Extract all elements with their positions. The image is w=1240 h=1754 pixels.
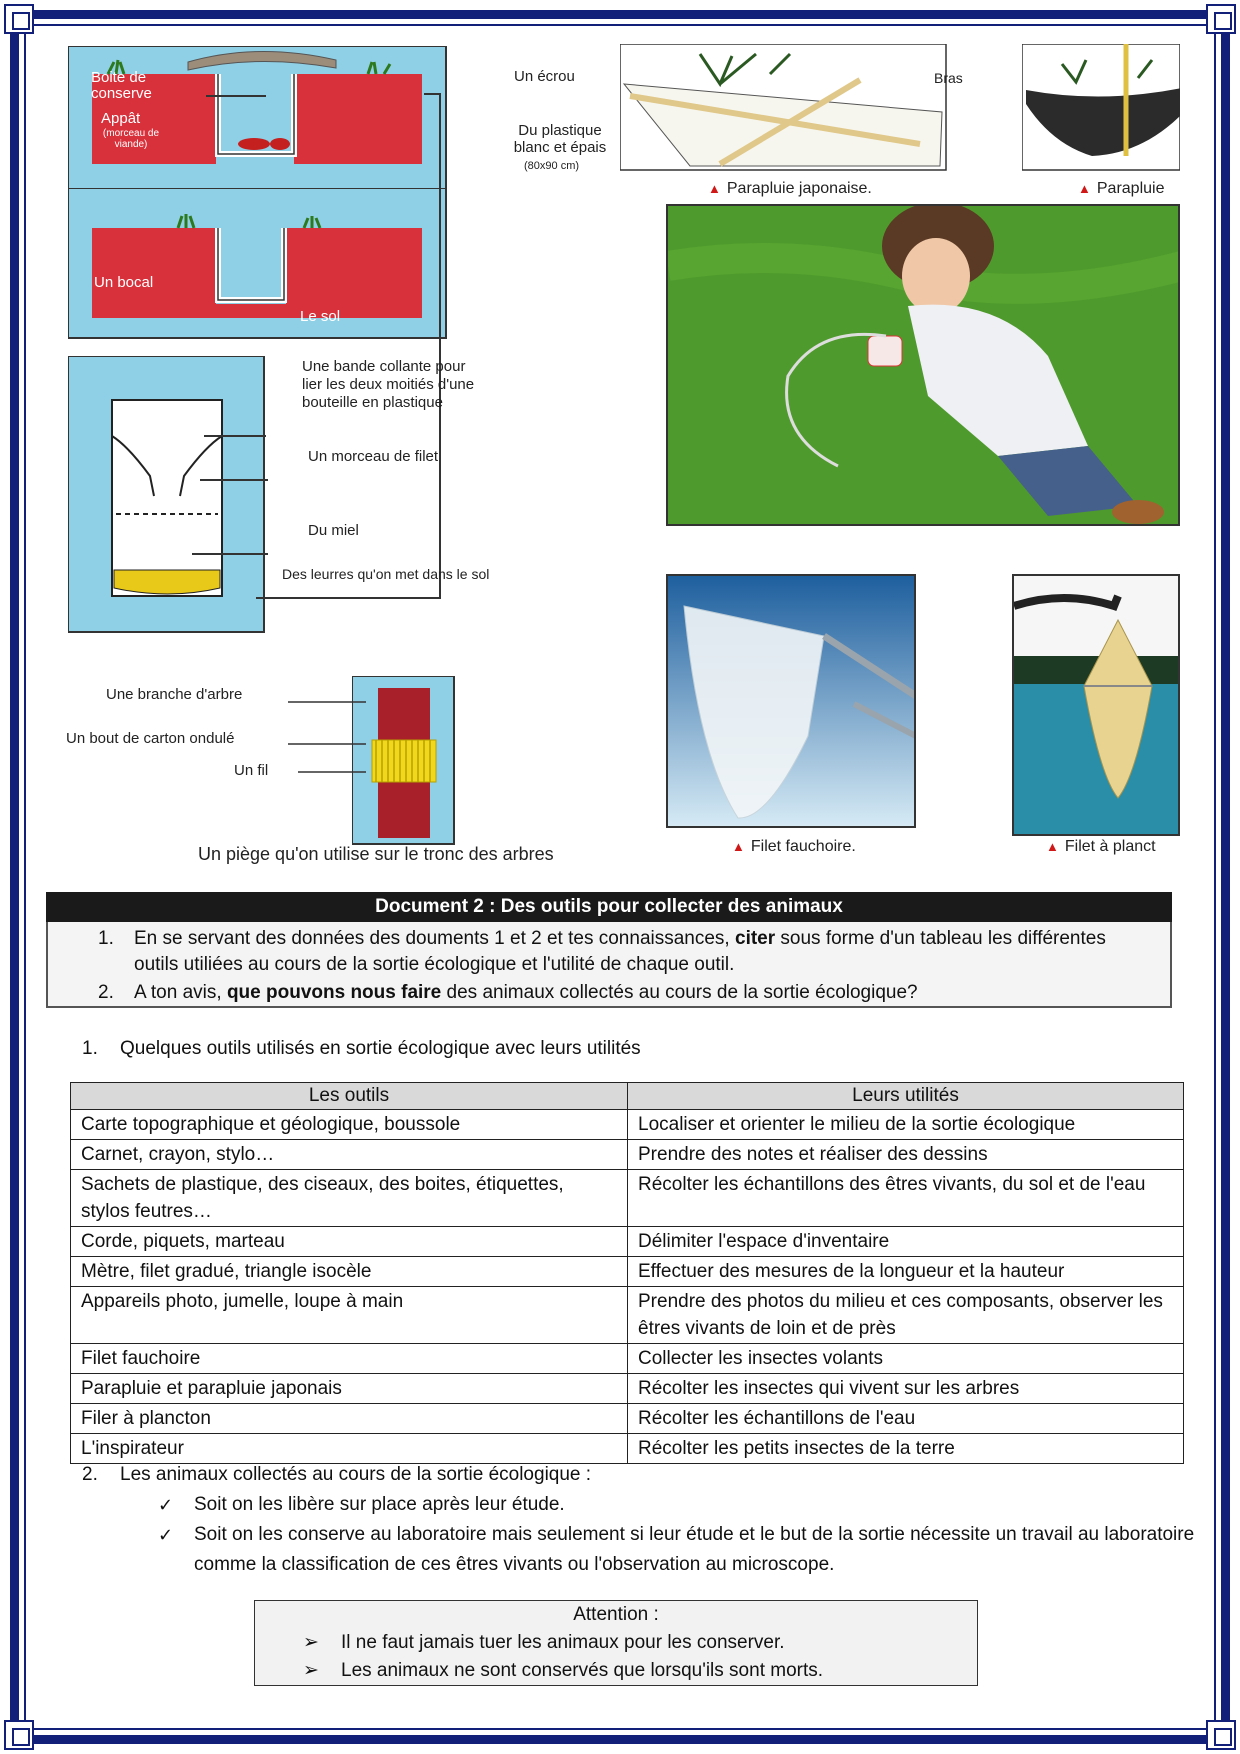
list-item bbox=[255, 1657, 977, 1685]
table-header: Leurs utilités bbox=[628, 1083, 1184, 1110]
label-plastique-dim: (80x90 cm) bbox=[524, 160, 580, 172]
caption-piege-tronc: Un piège qu'on utilise sur le tronc des arbres bbox=[198, 844, 554, 864]
label-bocal: Un bocal bbox=[94, 274, 154, 291]
corner-ornament bbox=[4, 4, 34, 34]
utility-cell: Délimiter l'espace d'inventaire bbox=[628, 1227, 1184, 1257]
table-row bbox=[71, 1227, 1184, 1257]
document-questions bbox=[46, 922, 1172, 1008]
list-item-text: Il ne faut jamais tuer les animaux pour les conserver. bbox=[341, 1632, 785, 1653]
utility-cell: Récolter les insectes qui vivent sur les arbres bbox=[628, 1374, 1184, 1404]
answer-number: 2. bbox=[82, 1464, 98, 1485]
table-row bbox=[71, 1404, 1184, 1434]
question-text: En se servant des données des douments 1 et 2 et tes connaissances, bbox=[134, 928, 735, 949]
label-appat-detail: (morceau de viande) bbox=[102, 128, 160, 150]
utility-cell: Collecter les insectes volants bbox=[628, 1344, 1184, 1374]
list-item bbox=[82, 1520, 1202, 1580]
checkmark-icon: ✓ bbox=[158, 1525, 174, 1545]
label-appat: Appât bbox=[101, 110, 141, 127]
label-plastique: Du plastique blanc et épais bbox=[513, 122, 607, 156]
question-number: 2. bbox=[98, 982, 114, 1003]
utility-cell: Récolter les petits insectes de la terre bbox=[628, 1434, 1184, 1464]
utility-cell: Récolter les échantillons de l'eau bbox=[628, 1404, 1184, 1434]
document-title: Document 2 : Des outils pour collecter des animaux bbox=[46, 892, 1172, 922]
attention-title: Attention : bbox=[573, 1604, 659, 1625]
label-bras: Bras bbox=[934, 70, 963, 86]
caption-filet-fauchoire bbox=[732, 838, 856, 856]
aspirator-photo bbox=[666, 204, 1180, 526]
triangle-marker-icon: ▲ bbox=[1046, 839, 1059, 854]
japanese-umbrella-diagram bbox=[620, 44, 950, 174]
label-ecrou: Un écrou bbox=[514, 68, 575, 85]
question-1 bbox=[98, 926, 1138, 978]
tool-cell: Parapluie et parapluie japonais bbox=[71, 1374, 628, 1404]
corner-ornament bbox=[1206, 1720, 1236, 1750]
label-morceau-filet: Un morceau de filet bbox=[308, 448, 439, 465]
table-header-row bbox=[71, 1083, 1184, 1110]
list-item-text: Les animaux ne sont conservés que lorsqu'ils sont morts. bbox=[341, 1660, 824, 1681]
corner-ornament bbox=[4, 1720, 34, 1750]
question-text: A ton avis, bbox=[134, 982, 227, 1003]
tool-cell: L'inspirateur bbox=[71, 1434, 628, 1464]
triangle-marker-icon: ▲ bbox=[708, 181, 721, 196]
question-keyword: que pouvons nous faire bbox=[226, 982, 442, 1003]
utility-cell: Prendre des notes et réaliser des dessins bbox=[628, 1140, 1184, 1170]
label-sol: Le sol bbox=[300, 308, 341, 325]
label-fil: Un fil bbox=[234, 762, 269, 779]
attention-box bbox=[254, 1600, 978, 1686]
label-bande-collante: Une bande collante pour lier les deux moitiés d'une bouteille en plastique bbox=[302, 358, 475, 411]
plankton-net-photo bbox=[1012, 574, 1180, 836]
triangle-marker-icon: ▲ bbox=[1078, 181, 1091, 196]
caption-text: Parapluie bbox=[1096, 180, 1165, 197]
label-boite-conserve: Boite de conserve bbox=[91, 69, 152, 102]
utility-cell: Récolter les échantillons des êtres vivants, du sol et de l'eau bbox=[628, 1170, 1184, 1227]
caption-text: Filet fauchoire. bbox=[750, 838, 856, 855]
corner-ornament bbox=[1206, 4, 1236, 34]
caption-parapluie-japonaise bbox=[708, 180, 872, 198]
question-number: 1. bbox=[98, 928, 114, 949]
tool-cell: Carnet, crayon, stylo… bbox=[71, 1140, 628, 1170]
question-text: des animaux collectés au cours de la sortie écologique? bbox=[441, 982, 918, 1003]
triangle-marker-icon: ▲ bbox=[732, 839, 745, 854]
checkmark-icon: ✓ bbox=[158, 1495, 174, 1515]
table-row bbox=[71, 1374, 1184, 1404]
umbrella-photo bbox=[1022, 44, 1180, 174]
label-carton: Un bout de carton ondulé bbox=[66, 730, 235, 747]
question-text: sous forme d'un tableau les différentes outils utiliées au cours de la sortie écologique et l'utilité de chaque outil. bbox=[134, 928, 1106, 975]
table-row bbox=[71, 1140, 1184, 1170]
trunk-leader-lines bbox=[282, 698, 372, 778]
table-row bbox=[71, 1344, 1184, 1374]
answer-2-heading bbox=[82, 1460, 1202, 1490]
answer-number: 1. bbox=[82, 1038, 98, 1059]
caption-filet-plancton bbox=[1046, 838, 1156, 856]
utility-cell: Localiser et orienter le milieu de la sortie écologique bbox=[628, 1110, 1184, 1140]
arrow-bullet-icon: ➢ bbox=[303, 1632, 319, 1653]
tool-cell: Carte topographique et géologique, boussole bbox=[71, 1110, 628, 1140]
sweeping-net-photo bbox=[666, 574, 916, 828]
tool-cell: Sachets de plastique, des ciseaux, des boites, étiquettes, stylos feutres… bbox=[71, 1170, 628, 1227]
list-item-text: Soit on les conserve au laboratoire mais seulement si leur étude et le but de la sortie nécessite un travail au laboratoire comme la classification de ces êtres vivants ou l'observation au microscope. bbox=[194, 1524, 1195, 1575]
table-row bbox=[71, 1434, 1184, 1464]
caption-text: Filet à planct bbox=[1064, 838, 1156, 855]
tool-cell: Mètre, filet gradué, triangle isocèle bbox=[71, 1257, 628, 1287]
document-figure bbox=[46, 44, 1180, 892]
table-row bbox=[71, 1170, 1184, 1227]
caption-leurres: Des leurres qu'on met dans le sol bbox=[282, 566, 490, 582]
answer-1-heading bbox=[82, 1038, 641, 1060]
table-row bbox=[71, 1257, 1184, 1287]
question-keyword: citer bbox=[735, 928, 776, 949]
list-item bbox=[255, 1629, 977, 1657]
table-row bbox=[71, 1287, 1184, 1344]
caption-text: Parapluie japonaise. bbox=[726, 180, 872, 197]
table-header: Les outils bbox=[71, 1083, 628, 1110]
label-branche: Une branche d'arbre bbox=[106, 686, 243, 703]
tool-cell: Appareils photo, jumelle, loupe à main bbox=[71, 1287, 628, 1344]
arrow-bullet-icon: ➢ bbox=[303, 1660, 319, 1681]
tool-cell: Filer à plancton bbox=[71, 1404, 628, 1434]
answer-2 bbox=[82, 1460, 1202, 1580]
list-item bbox=[82, 1490, 1202, 1520]
list-item-text: Soit on les libère sur place après leur étude. bbox=[194, 1494, 565, 1515]
answer-title: Les animaux collectés au cours de la sortie écologique : bbox=[120, 1464, 592, 1485]
table-row bbox=[71, 1110, 1184, 1140]
tools-table bbox=[70, 1082, 1184, 1464]
utility-cell: Prendre des photos du milieu et ces composants, observer les êtres vivants de loin et de près bbox=[628, 1287, 1184, 1344]
answer-title: Quelques outils utilisés en sortie écologique avec leurs utilités bbox=[120, 1038, 641, 1059]
question-2 bbox=[98, 980, 1138, 1006]
tool-cell: Filet fauchoire bbox=[71, 1344, 628, 1374]
utility-cell: Effectuer des mesures de la longueur et la hauteur bbox=[628, 1257, 1184, 1287]
tool-cell: Corde, piquets, marteau bbox=[71, 1227, 628, 1257]
label-miel: Du miel bbox=[308, 522, 359, 539]
caption-parapluie bbox=[1078, 180, 1164, 198]
